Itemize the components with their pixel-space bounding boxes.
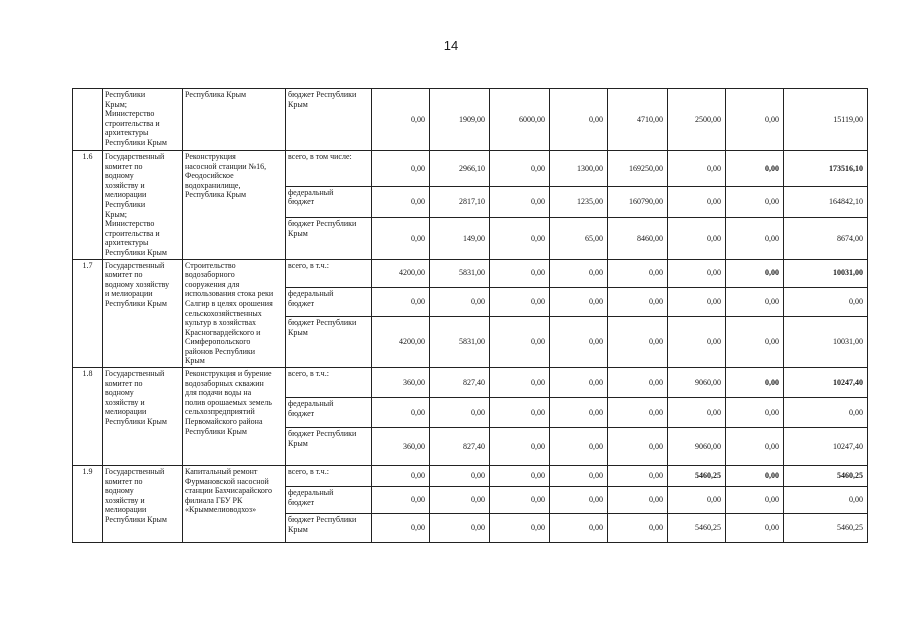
funding-source-label: всего, в т.ч.: — [288, 467, 329, 477]
value-cell: 10247,40 — [784, 428, 868, 466]
value-cell: 827,40 — [430, 368, 490, 398]
value-cell: 2817,10 — [430, 186, 490, 217]
object-cell — [183, 466, 286, 543]
value-cell: 0,00 — [668, 287, 726, 316]
value-cell: 0,00 — [490, 398, 550, 428]
value-cell: 0,00 — [608, 514, 668, 543]
object-text: Капитальный ремонт Фурмановской насосной станции Бахчисарайского филиала ГБУ РК «Крыммелиоводхоз» — [185, 467, 273, 515]
value-cell: 1235,00 — [550, 186, 608, 217]
value-cell: 827,40 — [430, 428, 490, 466]
executor-text: Государственный комитет по водному хозяйству и мелиорации Республики Крым; Министерство строительства и архитектуры Республики Крым — [105, 152, 167, 257]
executor-cell — [103, 259, 183, 368]
value-cell: 1909,00 — [430, 89, 490, 151]
table-row — [73, 151, 868, 187]
value-cell: 0,00 — [550, 428, 608, 466]
object-text: Реконструкция и бурение водозаборных скважин для подачи воды на полив орошаемых земель сельхозпредприятий Первомайского района Республики Крым — [185, 369, 272, 436]
funding-source-cell — [286, 466, 372, 487]
funding-source-label: всего, в т.ч.: — [288, 260, 329, 270]
funding-source-cell — [286, 317, 372, 368]
value-cell: 5460,25 — [784, 514, 868, 543]
value-cell: 10247,40 — [784, 368, 868, 398]
value-cell: 0,00 — [490, 218, 550, 259]
value-cell: 0,00 — [608, 368, 668, 398]
funding-source-label: бюджет Республики Крым — [288, 515, 357, 534]
value-cell: 0,00 — [430, 514, 490, 543]
value-cell: 0,00 — [372, 514, 430, 543]
funding-source-cell — [286, 259, 372, 287]
page-number: 14 — [443, 38, 459, 53]
value-cell: 0,00 — [430, 466, 490, 487]
value-cell: 0,00 — [784, 487, 868, 514]
executor-cell — [103, 89, 183, 151]
object-cell — [183, 259, 286, 368]
value-cell: 0,00 — [372, 186, 430, 217]
row-index: 1.6 — [73, 151, 103, 260]
funding-source-label: всего, в т.ч.: — [288, 369, 329, 379]
value-cell: 10031,00 — [784, 259, 868, 287]
funding-source-label: федеральный бюджет — [288, 488, 334, 507]
value-cell: 0,00 — [608, 428, 668, 466]
funding-source-label: бюджет Республики Крым — [288, 90, 357, 109]
value-cell: 65,00 — [550, 218, 608, 259]
value-cell: 0,00 — [668, 186, 726, 217]
funding-source-cell — [286, 398, 372, 428]
value-cell: 0,00 — [490, 151, 550, 187]
table-row — [73, 466, 868, 487]
value-cell: 0,00 — [550, 398, 608, 428]
value-cell: 360,00 — [372, 368, 430, 398]
value-cell: 8674,00 — [784, 218, 868, 259]
funding-source-label: бюджет Республики Крым — [288, 219, 357, 238]
row-index — [73, 89, 103, 151]
value-cell: 0,00 — [726, 428, 784, 466]
value-cell: 0,00 — [550, 317, 608, 368]
value-cell: 0,00 — [550, 89, 608, 151]
value-cell: 0,00 — [726, 487, 784, 514]
executor-cell — [103, 466, 183, 543]
value-cell: 2966,10 — [430, 151, 490, 187]
value-cell: 0,00 — [490, 466, 550, 487]
value-cell: 0,00 — [668, 398, 726, 428]
value-cell: 0,00 — [726, 398, 784, 428]
value-cell: 0,00 — [372, 218, 430, 259]
funding-source-cell — [286, 514, 372, 543]
value-cell: 10031,00 — [784, 317, 868, 368]
funding-source-label: всего, в том числе: — [288, 152, 352, 161]
funding-source-label: федеральный бюджет — [288, 187, 334, 207]
executor-cell — [103, 368, 183, 466]
object-text: Республика Крым — [185, 90, 247, 99]
value-cell: 0,00 — [726, 89, 784, 151]
value-cell: 0,00 — [372, 466, 430, 487]
row-index: 1.9 — [73, 466, 103, 543]
funding-source-cell — [286, 287, 372, 316]
value-cell: 0,00 — [372, 151, 430, 187]
value-cell: 9060,00 — [668, 368, 726, 398]
executor-cell — [103, 151, 183, 260]
object-text: Реконструкция насосной станции №16, Феодосийское водохранилище, Республика Крым — [185, 152, 267, 200]
object-cell — [183, 151, 286, 260]
value-cell: 173516,10 — [784, 151, 868, 187]
value-cell: 0,00 — [668, 218, 726, 259]
value-cell: 0,00 — [550, 368, 608, 398]
value-cell: 169250,00 — [608, 151, 668, 187]
value-cell: 0,00 — [550, 259, 608, 287]
funding-source-cell — [286, 89, 372, 151]
value-cell: 0,00 — [550, 466, 608, 487]
value-cell: 5460,25 — [668, 514, 726, 543]
funding-source-label: федеральный бюджет — [288, 288, 334, 308]
value-cell: 360,00 — [372, 428, 430, 466]
object-cell — [183, 368, 286, 466]
value-cell: 0,00 — [372, 398, 430, 428]
value-cell: 0,00 — [430, 287, 490, 316]
value-cell: 0,00 — [608, 398, 668, 428]
value-cell: 164842,10 — [784, 186, 868, 217]
value-cell: 0,00 — [490, 186, 550, 217]
value-cell: 6000,00 — [490, 89, 550, 151]
value-cell: 0,00 — [608, 466, 668, 487]
value-cell: 0,00 — [668, 259, 726, 287]
executor-text: Государственный комитет по водному хозяйству и мелиорации Республики Крым — [105, 260, 170, 308]
value-cell: 0,00 — [372, 487, 430, 514]
object-text: Строительство водозаборного сооружения для использования стока реки Салгир в целях орошения сельскохозяйственных культур в хозяйствах Красногвардейского и Симферопольского районов Республики Крым — [185, 260, 274, 366]
value-cell: 8460,00 — [608, 218, 668, 259]
value-cell: 0,00 — [550, 514, 608, 543]
table-row — [73, 89, 868, 151]
value-cell: 160790,00 — [608, 186, 668, 217]
value-cell: 2500,00 — [668, 89, 726, 151]
value-cell: 4200,00 — [372, 317, 430, 368]
row-index: 1.7 — [73, 259, 103, 368]
row-index: 1.8 — [73, 368, 103, 466]
value-cell: 0,00 — [726, 466, 784, 487]
value-cell: 0,00 — [608, 317, 668, 368]
value-cell: 0,00 — [726, 186, 784, 217]
value-cell: 0,00 — [608, 287, 668, 316]
funding-source-cell — [286, 487, 372, 514]
value-cell: 0,00 — [490, 317, 550, 368]
value-cell: 5460,25 — [784, 466, 868, 487]
funding-source-label: бюджет Республики Крым — [288, 429, 357, 448]
funding-source-label: федеральный бюджет — [288, 399, 334, 418]
object-cell — [183, 89, 286, 151]
value-cell: 4200,00 — [372, 259, 430, 287]
value-cell: 0,00 — [726, 218, 784, 259]
value-cell: 0,00 — [430, 487, 490, 514]
funding-source-cell — [286, 368, 372, 398]
value-cell: 0,00 — [490, 487, 550, 514]
value-cell: 5831,00 — [430, 317, 490, 368]
value-cell: 15119,00 — [784, 89, 868, 151]
funding-source-cell — [286, 428, 372, 466]
value-cell: 0,00 — [726, 287, 784, 316]
value-cell: 0,00 — [430, 398, 490, 428]
value-cell: 0,00 — [726, 259, 784, 287]
value-cell: 0,00 — [550, 487, 608, 514]
value-cell: 0,00 — [668, 317, 726, 368]
value-cell: 5460,25 — [668, 466, 726, 487]
value-cell: 4710,00 — [608, 89, 668, 151]
funding-source-label: бюджет Республики Крым — [288, 318, 357, 337]
value-cell: 0,00 — [668, 487, 726, 514]
table-row — [73, 368, 868, 398]
budget-table — [72, 88, 868, 543]
value-cell: 0,00 — [372, 89, 430, 151]
value-cell: 5831,00 — [430, 259, 490, 287]
value-cell: 0,00 — [372, 287, 430, 316]
value-cell: 0,00 — [726, 514, 784, 543]
value-cell: 0,00 — [490, 428, 550, 466]
funding-source-cell — [286, 151, 372, 187]
executor-text: Республики Крым; Министерство строительства и архитектуры Республики Крым — [105, 90, 167, 147]
funding-source-cell — [286, 186, 372, 217]
value-cell: 0,00 — [490, 368, 550, 398]
value-cell: 0,00 — [726, 317, 784, 368]
value-cell: 9060,00 — [668, 428, 726, 466]
value-cell: 0,00 — [490, 287, 550, 316]
executor-text: Государственный комитет по водному хозяйству и мелиорации Республики Крым — [105, 369, 167, 427]
value-cell: 0,00 — [726, 151, 784, 187]
value-cell: 0,00 — [490, 259, 550, 287]
value-cell: 0,00 — [668, 151, 726, 187]
value-cell: 149,00 — [430, 218, 490, 259]
executor-text: Государственный комитет по водному хозяйству и мелиорации Республики Крым — [105, 467, 167, 525]
funding-source-cell — [286, 218, 372, 259]
value-cell: 0,00 — [550, 287, 608, 316]
value-cell: 0,00 — [784, 287, 868, 316]
value-cell: 0,00 — [608, 487, 668, 514]
value-cell: 0,00 — [608, 259, 668, 287]
value-cell: 0,00 — [784, 398, 868, 428]
value-cell: 0,00 — [726, 368, 784, 398]
value-cell: 1300,00 — [550, 151, 608, 187]
value-cell: 0,00 — [490, 514, 550, 543]
table-row — [73, 259, 868, 287]
